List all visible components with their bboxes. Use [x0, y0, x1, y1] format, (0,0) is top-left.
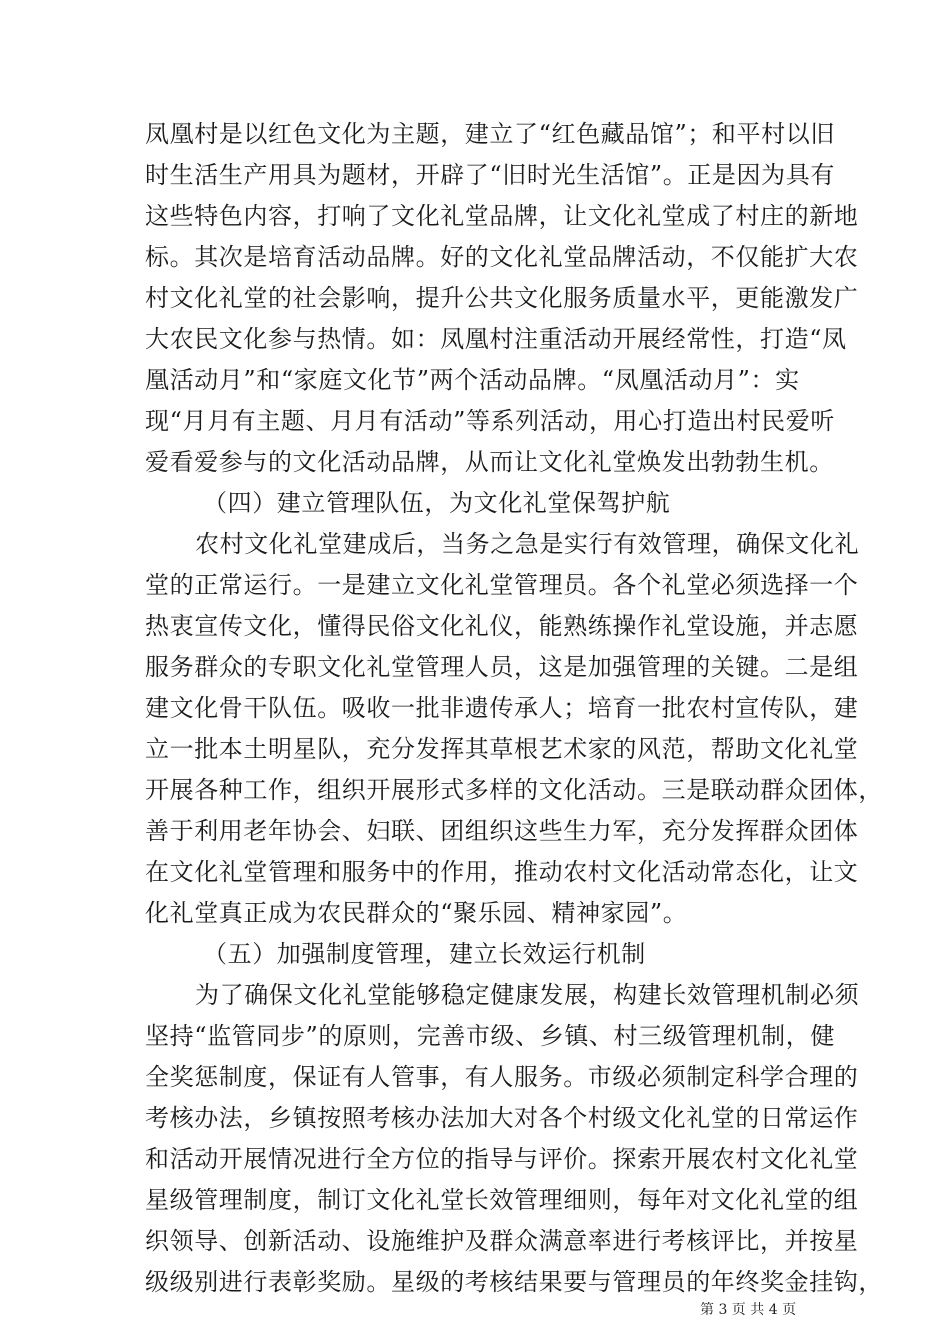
body-text-line: 标。其次是培育活动品牌。好的文化礼堂品牌活动，不仅能扩大农	[145, 243, 859, 271]
paragraph-start-line: 为了确保文化礼堂能够稳定健康发展，构建长效管理机制必须	[195, 981, 860, 1009]
body-text-line: 这些特色内容，打响了文化礼堂品牌，让文化礼堂成了村庄的新地	[145, 202, 859, 230]
body-text-line: 堂的正常运行。一是建立文化礼堂管理员。各个礼堂必须选择一个	[145, 571, 859, 599]
body-text-line: 热衷宣传文化，懂得民俗文化礼仪，能熟练操作礼堂设施，并志愿	[145, 612, 859, 640]
paragraph-start-line: 农村文化礼堂建成后，当务之急是实行有效管理，确保文化礼	[195, 530, 860, 558]
body-text-line: 建文化骨干队伍。吸收一批非遗传承人；培育一批农村宣传队，建	[145, 694, 859, 722]
section-heading-4: （四）建立管理队伍，为文化礼堂保驾护航	[203, 489, 671, 517]
body-text-line: 服务群众的专职文化礼堂管理人员，这是加强管理的关键。二是组	[145, 653, 859, 681]
body-text-line: 现“月月有主题、月月有活动”等系列活动，用心打造出村民爱听	[145, 407, 835, 435]
body-text-line: 化礼堂真正成为农民群众的“聚乐园、精神家园”。	[145, 899, 688, 927]
body-text-line: 善于利用老年协会、妇联、团组织这些生力军，充分发挥群众团体	[145, 817, 859, 845]
body-text-line: 和活动开展情况进行全方位的指导与评价。探索开展农村文化礼堂	[145, 1145, 859, 1173]
body-text-line: 爱看爱参与的文化活动品牌，从而让文化礼堂焕发出勃勃生机。	[145, 448, 834, 476]
section-heading-5: （五）加强制度管理，建立长效运行机制	[203, 940, 646, 968]
body-text-line: 村文化礼堂的社会影响，提升公共文化服务质量水平，更能激发广	[145, 284, 859, 312]
body-text-line: 考核办法，乡镇按照考核办法加大对各个村级文化礼堂的日常运作	[145, 1104, 859, 1132]
body-text-line: 凰活动月”和“家庭文化节”两个活动品牌。“凤凰活动月”：实	[145, 366, 800, 394]
body-text-line: 立一批本土明星队，充分发挥其草根艺术家的风范，帮助文化礼堂	[145, 735, 859, 763]
body-text-line: 时生活生产用具为题材，开辟了“旧时光生活馆”。正是因为具有	[145, 161, 835, 189]
page-number-footer: 第 3 页 共 4 页	[700, 1302, 797, 1318]
body-text-line: 级级别进行表彰奖励。星级的考核结果要与管理员的年终奖金挂钩，	[145, 1268, 883, 1296]
body-text-line: 大农民文化参与热情。如：凤凰村注重活动开展经常性，打造“凤	[145, 325, 847, 353]
body-text-line: 织领导、创新活动、设施维护及群众满意率进行考核评比，并按星	[145, 1227, 859, 1255]
body-text-line: 开展各种工作，组织开展形式多样的文化活动。三是联动群众团体，	[145, 776, 883, 804]
body-text-line: 凤凰村是以红色文化为主题，建立了“红色藏品馆”；和平村以旧	[145, 120, 835, 148]
body-text-line: 全奖惩制度，保证有人管事，有人服务。市级必须制定科学合理的	[145, 1063, 859, 1091]
body-text-line: 星级管理制度，制订文化礼堂长效管理细则，每年对文化礼堂的组	[145, 1186, 859, 1214]
body-text-line: 在文化礼堂管理和服务中的作用，推动农村文化活动常态化，让文	[145, 858, 859, 886]
body-text-line: 坚持“监管同步”的原则，完善市级、乡镇、村三级管理机制，健	[145, 1022, 835, 1050]
